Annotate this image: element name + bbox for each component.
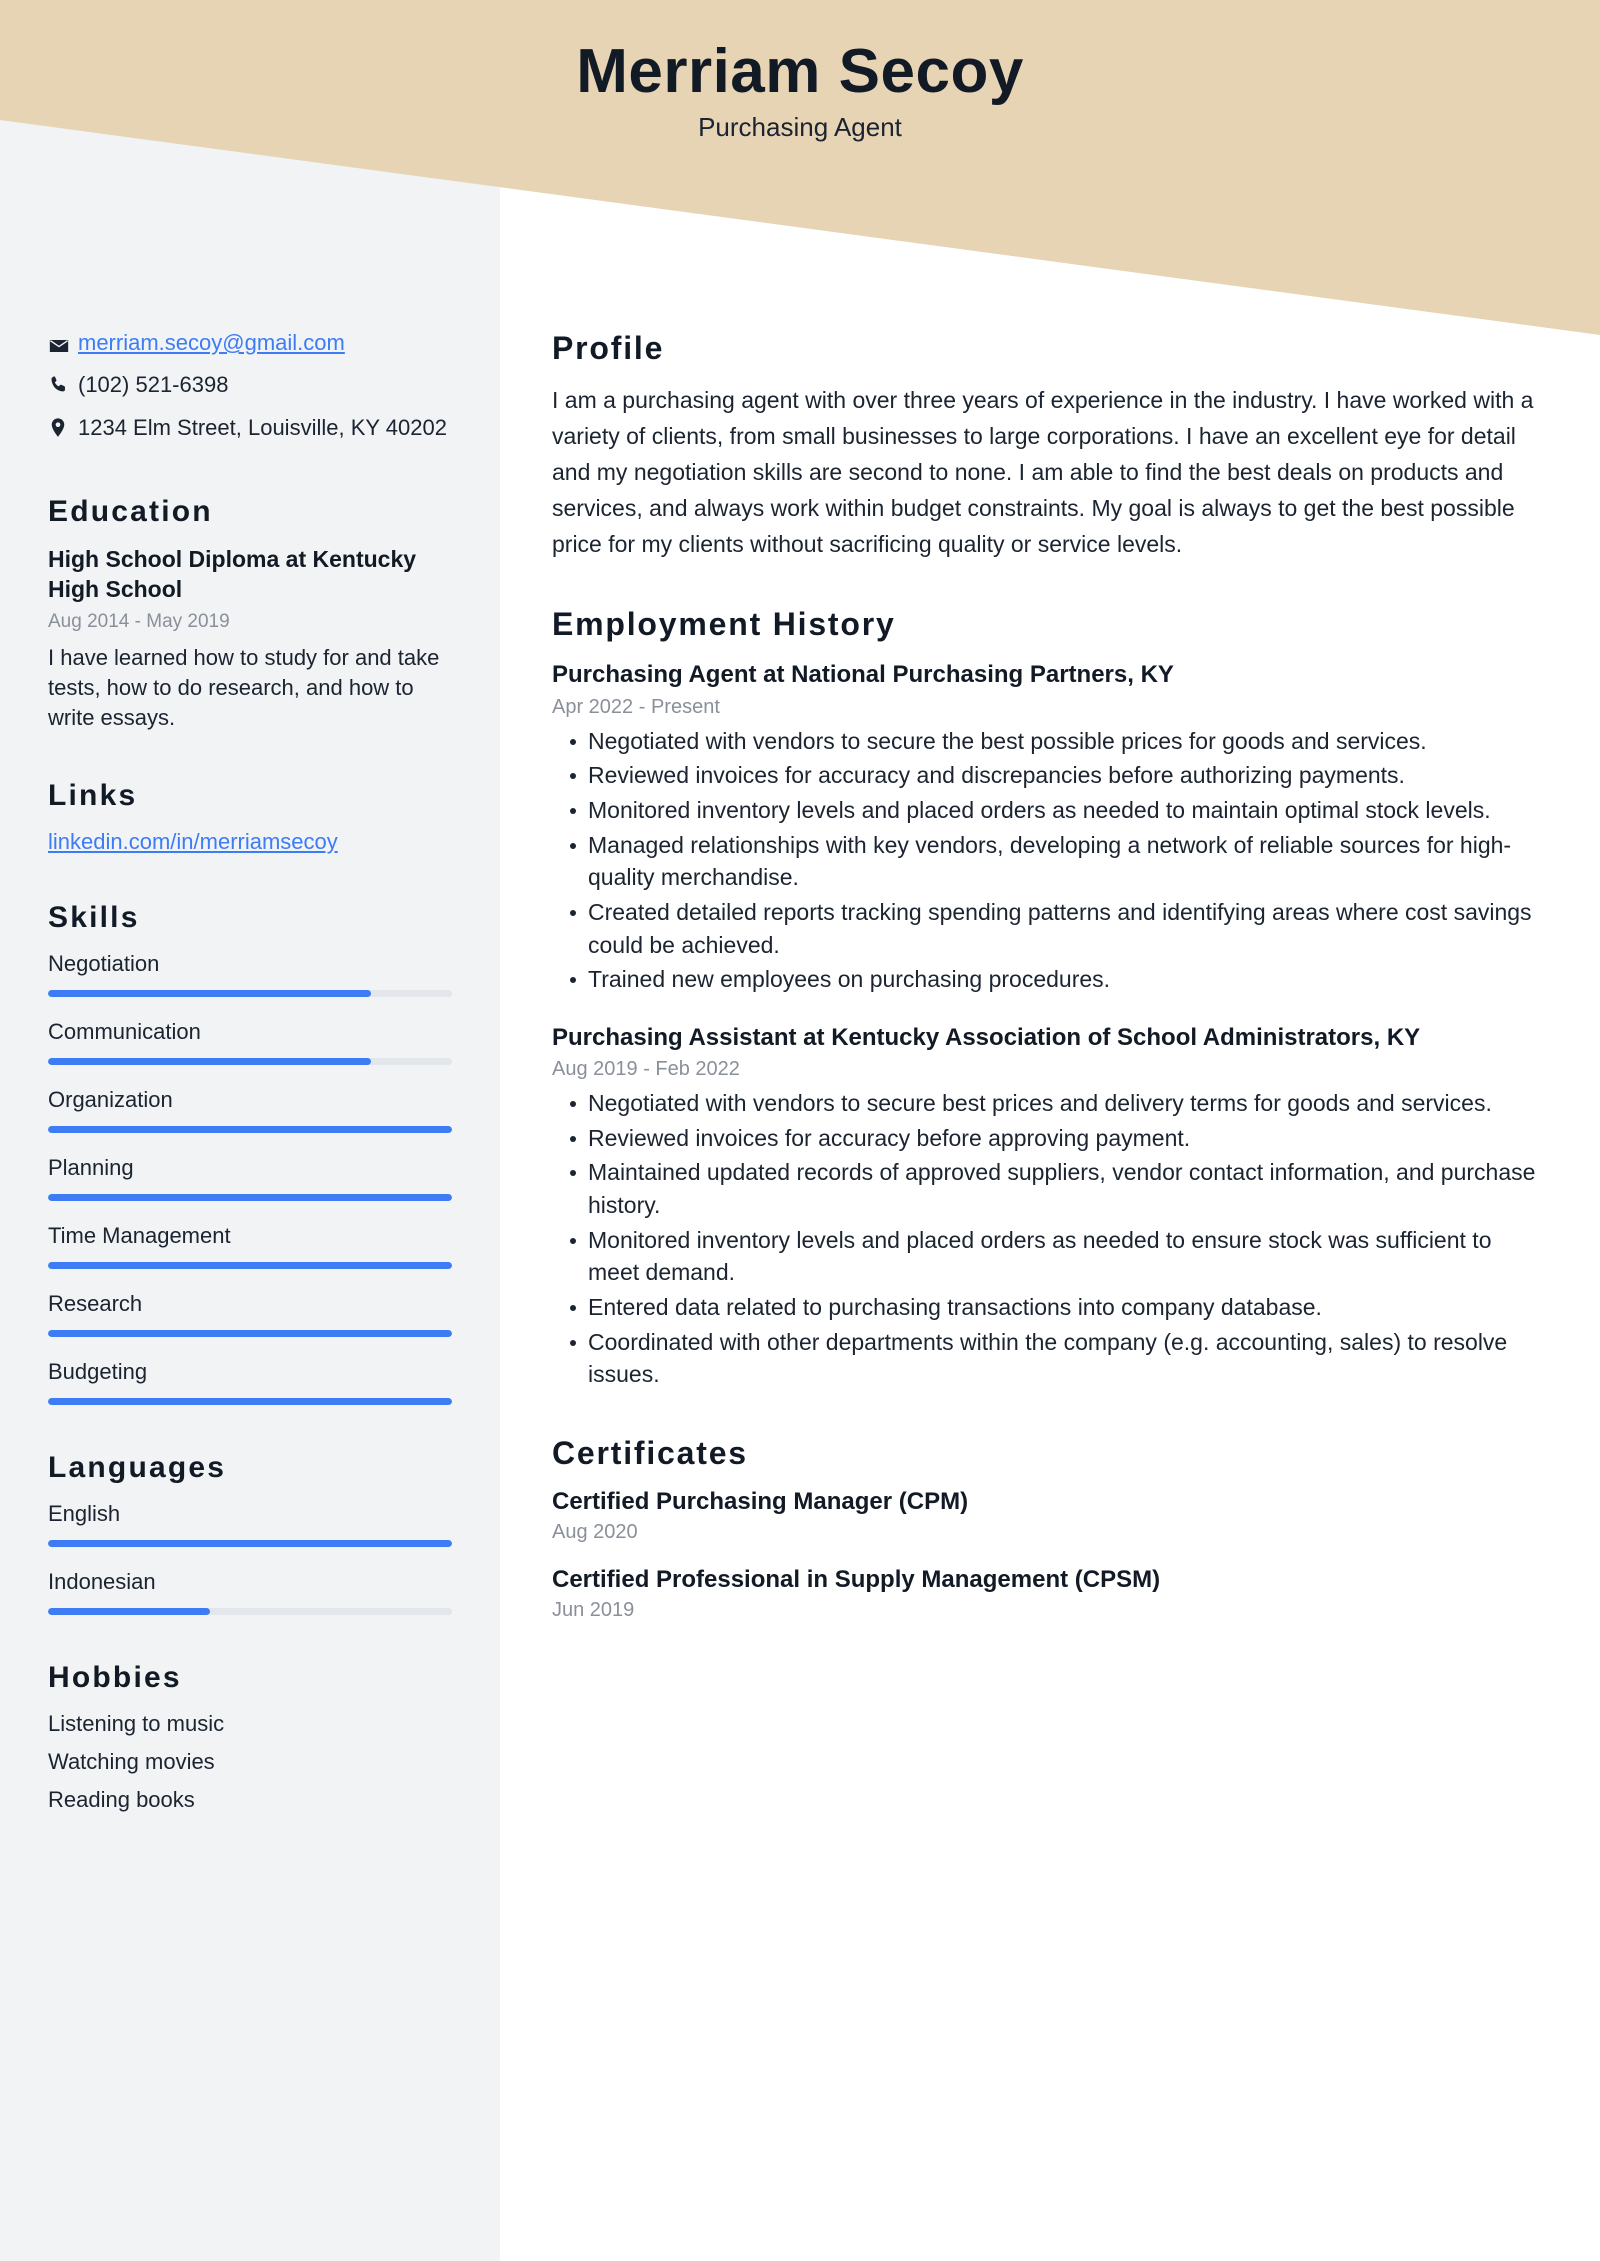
skill-level-fill: [48, 1330, 452, 1337]
employment-heading: Employment History: [552, 606, 896, 643]
skill-level-fill: [48, 990, 371, 997]
job-bullet-list: [552, 725, 1540, 996]
job-date: Aug 2019 - Feb 2022: [552, 1058, 740, 1080]
skill-label: Organization: [48, 1086, 173, 1112]
job-title: Purchasing Assistant at Kentucky Association of School Administrators, KY: [552, 1023, 1421, 1051]
certificate-title: Certified Purchasing Manager (CPM): [552, 1487, 969, 1515]
language-level-track: [48, 1540, 452, 1547]
skill-level-track: [48, 1194, 452, 1201]
certificate-title: Certified Professional in Supply Management (CPSM): [552, 1565, 1161, 1593]
job-bullet: Reviewed invoices for accuracy and discrepancies before authorizing payments.: [552, 759, 1540, 792]
phone-value: (102) 521-6398: [78, 372, 229, 397]
skill-level-fill: [48, 1194, 452, 1201]
skill-level-fill: [48, 1398, 452, 1405]
hobbies-section: [48, 1661, 452, 1813]
certificates-section: [552, 1435, 1540, 1622]
skill-label: Planning: [48, 1154, 134, 1180]
certificate-date: Aug 2020: [552, 1520, 638, 1543]
linkedin-link[interactable]: linkedin.com/in/merriamsecoy: [48, 828, 338, 854]
job-bullet: Negotiated with vendors to secure best prices and delivery terms for goods and services.: [552, 1087, 1540, 1120]
skill-label: Budgeting: [48, 1358, 148, 1384]
skills-section: [48, 901, 452, 1405]
job-bullet: Managed relationships with key vendors, developing a network of reliable sources for high-quality merchandise.: [552, 829, 1540, 894]
skill-label: Communication: [48, 1018, 201, 1044]
certificate-item: [552, 1488, 1540, 1544]
job-bullet: Created detailed reports tracking spending patterns and identifying areas where cost savings could be achieved.: [552, 896, 1540, 961]
phone-icon: [48, 369, 78, 395]
skill-level-fill: [48, 1262, 452, 1269]
skill-item: [48, 1359, 452, 1405]
contact-row-email[interactable]: [48, 330, 452, 357]
job-date: Apr 2022 - Present: [552, 695, 720, 718]
skill-level-fill: [48, 1058, 371, 1065]
language-level-fill: [48, 1540, 452, 1547]
skill-level-track: [48, 1398, 452, 1405]
education-section: [48, 495, 452, 733]
jobs-list: [552, 659, 1540, 1391]
certificates-list: [552, 1488, 1540, 1622]
skill-item: [48, 1087, 452, 1133]
links-section: [48, 779, 452, 855]
job-bullet: Negotiated with vendors to secure the best possible prices for goods and services.: [552, 725, 1540, 758]
hobbies-heading: Hobbies: [48, 1660, 182, 1694]
skill-label: Negotiation: [48, 950, 160, 976]
skills-heading: Skills: [48, 900, 140, 934]
education-date: Aug 2014 - May 2019: [48, 611, 230, 633]
hobby-item: Listening to music: [48, 1710, 225, 1736]
language-level-track: [48, 1608, 452, 1615]
certificate-item: [552, 1566, 1540, 1622]
address-value: 1234 Elm Street, Louisville, KY 40202: [78, 415, 447, 441]
languages-section: [48, 1451, 452, 1615]
envelope-icon: [48, 330, 78, 357]
skill-item: [48, 1155, 452, 1201]
job-bullet: Monitored inventory levels and placed orders as needed to ensure stock was sufficient to meet demand.: [552, 1224, 1540, 1289]
job-entry: [552, 1022, 1540, 1391]
languages-list: [48, 1501, 452, 1615]
sidebar: [0, 0, 500, 1859]
profile-heading: Profile: [552, 330, 665, 366]
skill-level-fill: [48, 1126, 452, 1133]
skill-item: [48, 1223, 452, 1269]
language-label: English: [48, 1500, 121, 1526]
skill-level-track: [48, 990, 452, 997]
language-item: [48, 1569, 452, 1615]
hobby-item: Reading books: [48, 1786, 195, 1812]
job-bullet: Monitored inventory levels and placed orders as needed to maintain optimal stock levels.: [552, 794, 1540, 827]
job-bullet: Reviewed invoices for accuracy before approving payment.: [552, 1122, 1540, 1155]
location-pin-icon: [48, 412, 78, 439]
job-entry: [552, 659, 1540, 995]
contact-block: [48, 330, 452, 443]
skill-level-track: [48, 1330, 452, 1337]
job-bullet-list: [552, 1087, 1540, 1391]
skills-list: [48, 951, 452, 1405]
language-label: Indonesian: [48, 1568, 156, 1594]
profile-section: [552, 330, 1540, 562]
certificate-date: Jun 2019: [552, 1598, 635, 1621]
job-bullet: Coordinated with other departments within the company (e.g. accounting, sales) to resolve issues.: [552, 1326, 1540, 1391]
languages-heading: Languages: [48, 1450, 227, 1484]
skill-level-track: [48, 1262, 452, 1269]
language-level-fill: [48, 1608, 210, 1615]
hobby-item: Watching movies: [48, 1748, 215, 1774]
employment-section: [552, 606, 1540, 1391]
education-description: I have learned how to study for and take tests, how to do research, and how to write essays.: [48, 645, 440, 731]
skill-level-track: [48, 1126, 452, 1133]
page-title: Merriam Secoy: [576, 37, 1024, 106]
skill-item: [48, 1019, 452, 1065]
skill-item: [48, 1291, 452, 1337]
language-item: [48, 1501, 452, 1547]
education-title: High School Diploma at Kentucky High School: [48, 546, 417, 603]
certificates-heading: Certificates: [552, 1434, 748, 1471]
skill-label: Research: [48, 1290, 143, 1316]
links-heading: Links: [48, 778, 138, 812]
contact-row-phone[interactable]: [48, 369, 452, 400]
education-item: [48, 545, 452, 733]
skill-label: Time Management: [48, 1222, 231, 1248]
job-title: Purchasing Agent at National Purchasing Partners, KY: [552, 661, 1174, 689]
skill-level-track: [48, 1058, 452, 1065]
skill-item: [48, 951, 452, 997]
email-link[interactable]: merriam.secoy@gmail.com: [78, 330, 345, 355]
hobbies-list: [48, 1711, 452, 1813]
contact-row-address: [48, 412, 452, 443]
education-heading: Education: [48, 495, 213, 529]
job-bullet: Entered data related to purchasing transactions into company database.: [552, 1291, 1540, 1324]
job-bullet: Trained new employees on purchasing procedures.: [552, 963, 1540, 996]
job-role-subtitle: Purchasing Agent: [698, 112, 902, 143]
job-bullet: Maintained updated records of approved suppliers, vendor contact information, and purchase history.: [552, 1156, 1540, 1221]
profile-text: I am a purchasing agent with over three years of experience in the industry. I have worked with a variety of clients, from small businesses to large corporations. I have an excellent eye for detail and my negotiation skills are second to none. I am able to find the best deals on products and services, and always work within budget constraints. My goal is always to get the best possible price for my clients without sacrificing quality or service levels.: [552, 387, 1534, 557]
